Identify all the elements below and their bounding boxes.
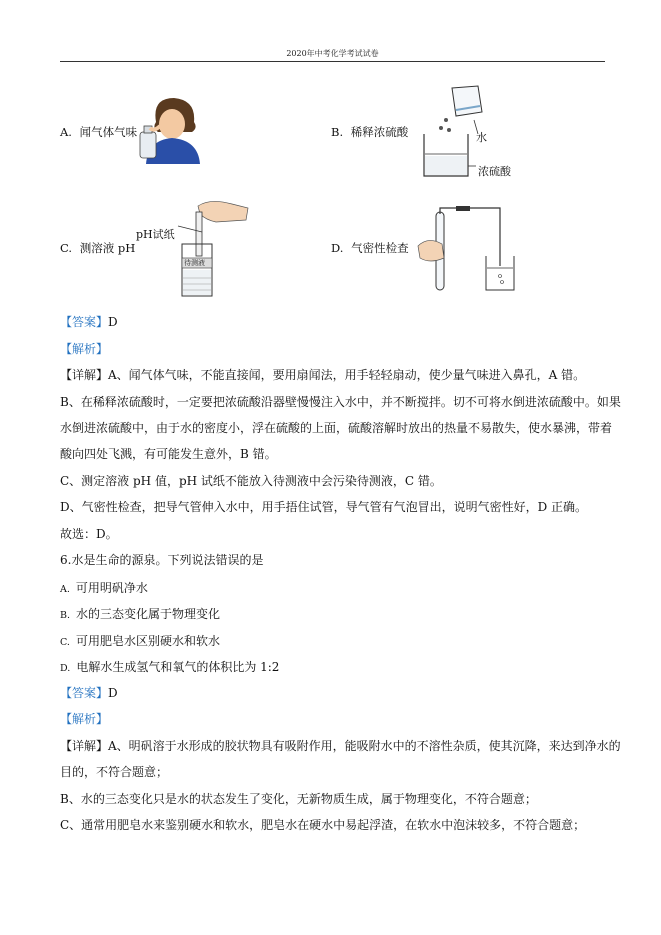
airtightness-illustration [416,206,516,292]
q5-detail-c: C、测定溶液 pH 值，pH 试纸不能放入待测液中会污染待测液，C 错。 [60,474,442,488]
page-header: 2020年中考化学考试试卷 [286,49,379,58]
q6-detail-a2: 目的，不符合题意； [60,765,169,779]
q6-answer-tag: 【答案】 [60,686,109,700]
ph-test-illustration [170,196,250,298]
q6-option-a-text: 可用明矾净水 [75,581,148,595]
option-a-text: 闻气体气味 [79,125,138,139]
q5-detail-b2: 水倒进浓硫酸中，由于水的密度小，浮在硫酸的上面，硫酸溶解时放出的热量不易散失，使水暴沸，带着 [60,421,613,435]
header-rule [60,61,605,62]
jar-label: 待测液 [184,259,205,267]
q6-option-c-text: 可用肥皂水区别硬水和软水 [75,634,220,648]
q5-answer [60,314,118,330]
q5-conclusion: 故选：D。 [60,527,118,541]
option-a [60,124,137,140]
option-b-text: 稀释浓硫酸 [350,125,409,139]
q6-option-a [60,579,148,596]
q6-option-a-label: A. [60,584,70,595]
q6-option-b [60,605,220,622]
q5-answer-tag: 【答案】 [60,315,109,329]
q6-detail-a1-text: A、明矾溶于水形成的胶状物具有吸附作用，能吸附水中的不溶性杂质，使其沉降，来达到净水的 [108,739,621,753]
option-c-text: 测溶液 pH [79,241,136,255]
q6-option-b-label: B. [60,610,71,621]
ph-paper-label: pH试纸 [136,228,175,241]
q6-detail-a1 [60,738,621,754]
water-label: 水 [476,131,487,144]
option-b-label: B. [331,125,344,139]
q5-detail-b1: B、在稀释浓硫酸时，一定要把浓硫酸沿器壁慢慢注入水中，并不断搅拌。切不可将水倒进浓硫酸中。如果 [60,395,621,409]
q6-detail-c: C、通常用肥皂水来鉴别硬水和软水，肥皂水在硬水中易起浮渣，在软水中泡沫较多，不符合题意； [60,818,586,832]
q6-option-c [60,632,220,649]
q6-answer [60,685,118,701]
q6-answer-value: D [108,686,118,700]
q5-detail-tag: 【详解】 [60,368,109,382]
option-d-text: 气密性检查 [351,241,409,255]
q6-analysis-tag [60,711,108,727]
q6-analysis-tag-text: 【解析】 [60,712,109,726]
option-c [60,240,135,256]
smell-gas-illustration [136,92,202,164]
q5-analysis-tag [60,341,108,357]
q6-detail-tag: 【详解】 [60,739,109,753]
option-b [331,124,408,140]
q6-detail-b: B、水的三态变化只是水的状态发生了变化，无新物质生成，属于物理变化，不符合题意； [60,792,537,806]
q5-answer-value: D [108,315,118,329]
option-c-label: C. [60,241,73,255]
acid-label: 浓硫酸 [478,165,511,178]
q5-detail-a-text: A、闻气体气味，不能直接闻，要用扇闻法，用手轻轻扇动，使少量气味进入鼻孔，A 错。 [108,368,586,382]
q6-option-b-text: 水的三态变化属于物理变化 [76,607,221,621]
q6-option-d-text: 电解水生成氢气和氧气的体积比为 1:2 [76,660,280,674]
q6-option-d [60,658,279,675]
option-d-label: D. [331,241,344,255]
q5-analysis-tag-text: 【解析】 [60,342,109,356]
option-d [331,240,409,256]
q6-option-c-label: C. [60,637,70,648]
option-a-label: A. [60,125,72,139]
q6-stem: 6.水是生命的源泉。下列说法错误的是 [60,553,264,567]
q5-detail-d: D、气密性检查，把导气管伸入水中，用手捂住试管，导气管有气泡冒出，说明气密性好，D 正确。 [60,500,588,514]
q5-detail-a [60,367,585,383]
q6-option-d-label: D. [60,663,71,674]
q5-detail-b3: 酸向四处飞溅，有可能发生意外，B 错。 [60,447,277,461]
